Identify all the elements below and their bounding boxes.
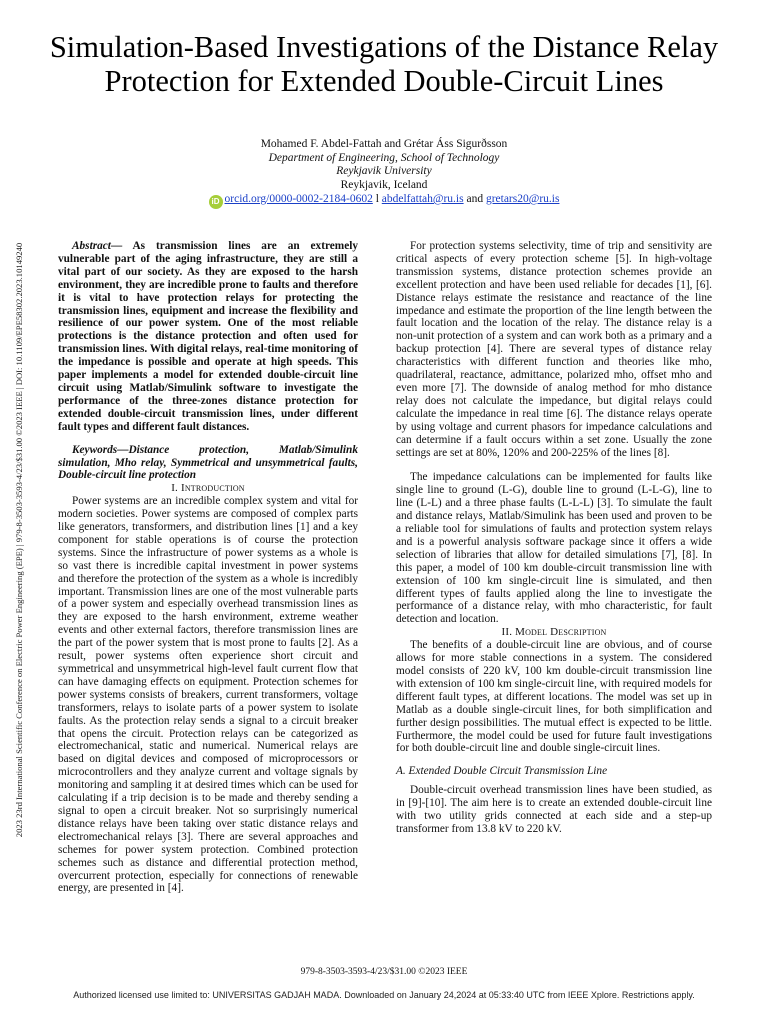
email-link-1[interactable]: abdelfattah@ru.is [381,193,464,205]
orcid-icon[interactable]: iD [209,195,223,209]
abstract-dash: — [110,240,133,252]
section-heading-model: II. Model Description [501,626,607,639]
doi-sidebar [12,180,26,900]
intro-paragraph-1: Power systems are an incredible complex system and vital for modern societies. Power systems are composed of complex parts like generators, transformers, and distribution lines [1] and a key component for stable operations is of course the protection systems. Since the infrastructure of power systems as a whole is so vast there is incredible capital investment in power systems and therefore the protection of the system as a whole is incredibly important. Transmission lines are one of the most vulnerable parts of a power system and especially overhead transmission lines as they are exposed to the harsh environment, extreme weather events and other external factors, therefore transmission lines are the part of the power system that is most prone to faults [2]. As a result, power systems often experience short circuit and symmetrical and unsymmetrical high-level fault current flow that can have damaging effects on equipment. Protection schemes for power systems consists of breakers, current transformers, voltage transformers, relays to isolate parts of a power system to isolate faults. As the protection relay sends a signal to a circuit breaker that opens the circuit. Protection relays can be categorized as electromechanical, static and numerical. Numerical relays are based on digital devices and composed of microprocessors or microcontrollers and they analyze current and voltage signals by monitoring and sampling it at desired times which can be used for calculating if a trip decision is to be made and thereby sending a signal to open a circuit breaker. Not so surprisingly numerical distance relays have been taking over static distance relays and electromechanical relays [3]. There are several approaches and schemes for power system protection. Combined protection schemes such as distance and differential protection method, overcurrent protection, especially for connections of renewable energy, are presented in [4]. [58,495,358,895]
abstract-text: As transmission lines are an extremely vulnerable part of the aging infrastructure, they are still a vital part of our society. As they are exposed to the harsh environment, they are incredible prone to faults and therefore it is vital to have protection relays for protecting the transmission lines, equipment and increase the flexibility and resilience of our power system. One of the most reliable protections is the distance protection and often used for transmission lines. With digital relays, real-time monitoring of the impedance is possible and operate at high speeds. This paper implements a model for extended double-circuit line circuit using Matlab/Simulink software to investigate the performance of the three-zones distance protection for extended double-circuit transmission lines, under different fault types and different fault distances. [58,240,358,433]
contact-separator: l [372,193,382,205]
doi-sidebar-text: 2023 23rd International Scientific Conference on Electric Power Engineering (EPE) | 979-8-3503-3593-4/23/$31.00 ©2023 IEEE | DOI: 10.1109/EPE58302.2023.10149240 [14,242,24,838]
intro-paragraph-2: For protection systems selectivity, time of trip and sensitivity are critical aspects of every protection scheme [5]. In high-voltage transmission systems, distance protection schemes provide an excellent protection and have been used reliable for decades [1], [6]. Distance relays estimate the resistance and reactance of the line impedance and estimate the proportion of the line length between the fault location and the location of the relay. The distance relay is a non-unit protection of a system and can work both as a primary and a backup protection [4]. There are several types of distance relay characteristics with different function and theories like mho, quadrilateral, reactance, admittance, polarized mho, offset mho and even more [7]. The downside of analog method for mho distance relay does not calculate the impedance, but digital relays could calculate the impedance in real time [6]. The distance relays operate by using voltage and current phasors for impedance calculations and can determine if a fault occurs within a set zone. Usually the zone settings are set at 80%, 120% and 200-225% of the lines [8]. [396,240,712,459]
model-paragraph-1: The benefits of a double-circuit line are obvious, and of course allows for more stable connections in a system. The considered model consists of 220 kV, 100 km double-circuit transmission line with extension of 100 km single-circuit line, with required models for different fault types, at different locations. The model was set up in Matlab as a double single-circuit lines, for both simplification and further design possibilities. The mutual effect is expected to be little. Furthermore, the model could be used for future fault investigations for both double-circuit line and double single-circuit lines. [396,639,712,755]
page-footer: 979-8-3503-3593-4/23/$31.00 ©2023 IEEE [300,967,468,977]
model-paragraph-2: Double-circuit overhead transmission lines have been studied, as in [9]-[10]. The aim here is to create an extended double-circuit line with two utility grids connected at each side and a step-up transformer from 13.8 kV to 220 kV. [396,784,712,835]
left-column [58,240,358,895]
author-location: Reykjavik, Iceland [340,178,428,191]
license-notice: Authorized licensed use limited to: UNIVERSITAS GADJAH MADA. Downloaded on January 24,2024 at 05:33:40 UTC from IEEE Xplore. Restrictions apply. [73,990,695,1000]
author-university: Reykjavik University [336,165,432,177]
intro-paragraph-3: The impedance calculations can be implemented for faults like single line to ground (L-G), double line to ground (L-L-G), line to line (L-L) and a three phase faults (L-L-L) [3]. To simulate the fault and distance relays, Matlab/Simulink has been used and proven to be a reliable tool for simulations of faults and protection system relays and is a powerful analysis software package since it offers a wide selection of libraries that allow for detailed simulations [7], [8]. In this paper, a model of 100 km double-circuit transmission line with extension of 100 km single-circuit line is simulated, and then different types of faults applied along the line to investigate the performance of a distance relay, with mho characteristic, for fault detection and location. [396,471,712,626]
section-heading-introduction: I. Introduction [171,482,245,495]
contact-and: and [463,193,486,205]
author-block [100,138,668,192]
contact-line [110,192,658,209]
abstract [58,240,358,434]
email-link-2[interactable]: gretars20@ru.is [485,193,560,205]
author-names: Mohamed F. Abdel-Fattah and Grétar Áss Sigurðsson [260,138,508,150]
abstract-lead: Abstract [72,240,111,252]
right-column [396,240,712,836]
keywords: Keywords—Distance protection, Matlab/Simulink simulation, Mho relay, Symmetrical and unsymmetrical faults, Double-circuit line protection [58,443,358,482]
orcid-link[interactable]: orcid.org/0000-0002-2184-0602 [224,193,373,205]
author-department: Department of Engineering, School of Technology [268,151,500,164]
paper-title: Simulation-Based Investigations of the Distance Relay Protection for Extended Double-Circuit Lines [49,30,719,98]
subsection-heading: A. Extended Double Circuit Transmission Line [396,765,608,778]
